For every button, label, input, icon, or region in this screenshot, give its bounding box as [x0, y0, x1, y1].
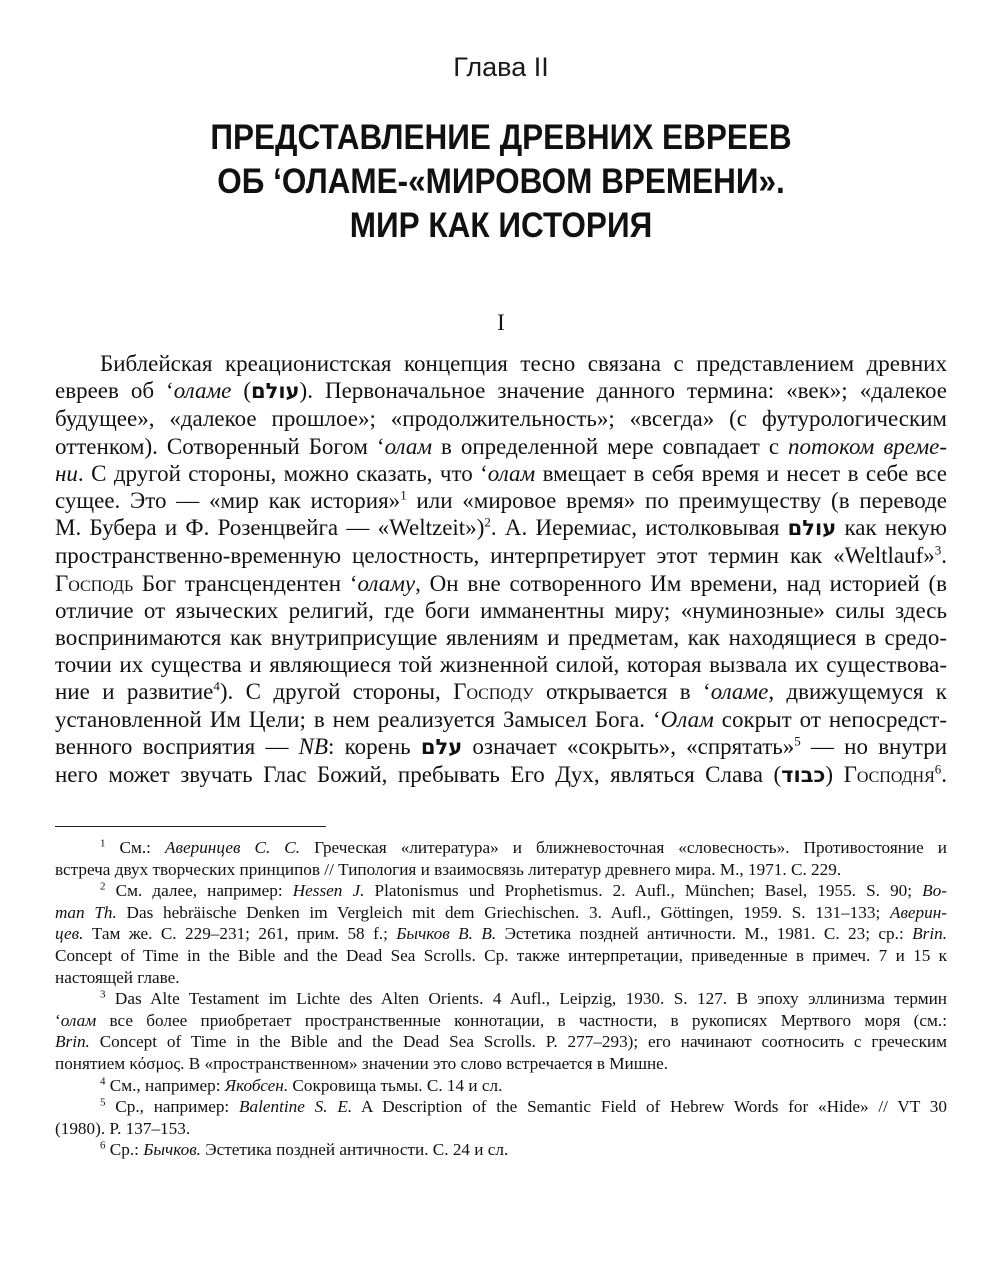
footnotes — [55, 837, 947, 1161]
paragraph-line: евреев об ‘оламе (עולם). Первоначальное значение данного термина: «век»; «далекое — [55, 378, 947, 404]
paragraph-line: Господь Бог трансцендентен ‘оламу, Он вне сотворенного Им времени, над историей (в — [55, 570, 947, 596]
footnote-6: $^6$ Ср.: Бычков. Эстетика поздней античности. С. 24 и сл. — [100, 1139, 509, 1160]
footnote-4: $^4$ См., например: Якобсен. Сокровища тьмы. С. 14 и сл. — [100, 1074, 503, 1095]
paragraph-line: пространственно-временную целостность, интерпретирует этот термин как «Weltlauf»$^3$. — [55, 542, 947, 569]
paragraph-line: М. Бубера и Ф. Розенцвейга — «Weltzeit»)$^2$. А. Иеремиас, истолковывая עולם как некую — [55, 514, 947, 541]
paragraph-line: сущее. Это — «мир как история»$^1$ или «мировое время» по преимуществу (в переводе — [55, 487, 947, 514]
paragraph-line: воспринимаются как внутриприсущие явлениям и предметам, как находящиеся в средо- — [55, 625, 947, 651]
paragraph-line: него может звучать Глас Божий, пребывать Его Дух, являться Слава (כבוד) Господня$^6$. — [55, 761, 947, 788]
paragraph-line: венного восприятия — NB: корень עלם означает «сокрыть», «спрятать»$^5$ — но внутри — [55, 733, 948, 759]
chapter-title — [100, 116, 903, 248]
footnote-ref[interactable]: 2 — [484, 514, 491, 530]
chapter-title-line-2: ОБ ‘ОЛАМЕ-«МИРОВОМ ВРЕМЕНИ». — [217, 162, 785, 201]
chapter-label: Глава II — [453, 52, 549, 82]
footnote-ref[interactable]: 5 — [794, 733, 801, 749]
paragraph-line: оттенком). Сотворенный Богом ‘олам в определенной мере совпадает с потоком време- — [55, 433, 947, 459]
main-paragraph — [55, 350, 947, 789]
hebrew-word: כבוד — [781, 763, 826, 788]
chapter-title-line-1: ПРЕДСТАВЛЕНИЕ ДРЕВНИХ ЕВРЕЕВ — [210, 118, 792, 157]
footnote-ref[interactable]: 1 — [400, 487, 407, 503]
footnote-separator — [55, 826, 326, 827]
footnote-line: Concept of Time in the Bible and the Dead Sea Scrolls. Ср. также интерпретации, приведенные в примеч. 7 и 15 к — [55, 945, 947, 965]
footnote-2: $^2$ См. далее, например: Hessen J. Platonismus und Prophetismus. 2. Aufl., München; Basel, 1955. S. 90; Bo- — [100, 880, 947, 901]
footnote-3: $^3$ Das Alte Testament im Lichte des Alten Orients. 4 Aufl., Leipzig, 1930. S. 127. В эпоху эллинизма термин — [100, 988, 947, 1009]
footnote-line: цев. Там же. С. 229–231; 261, прим. 58 f.; Бычков В. В. Эстетика поздней античности. М., 1981. С. 23; ср.: Brin. — [55, 924, 947, 944]
footnote-ref[interactable]: 4 — [213, 678, 220, 694]
footnote-line: настоящей главе. — [55, 967, 180, 987]
footnote-ref[interactable]: 6 — [934, 761, 942, 777]
section-number: I — [497, 310, 505, 335]
footnote-line: понятием κόσμος. В «пространственном» значении это слово встречается в Мишне. — [55, 1053, 669, 1073]
footnote-1: $^1$ См.: Аверинцев С. С. Греческая «литература» и ближневосточная «словесность». Противостояние и — [100, 837, 947, 857]
footnote-line: встреча двух творческих принципов // Типология и взаимосвязь литератур древнего мира. М., 1971. С. 229. — [55, 859, 842, 879]
footnote-line: ‘олам все более приобретает пространственные коннотации, в частности, в рукописях Мертвого моря (см.: — [55, 1010, 947, 1030]
hebrew-word: עלם — [420, 734, 463, 759]
paragraph-line: отличие от языческих религий, где боги имманентны миру; «нуминозные» силы здесь — [55, 597, 947, 623]
paragraph-line: установленной Им Цели; в нем реализуется Замысел Бога. ‘Олам сокрыт от непосредст- — [55, 706, 947, 732]
paragraph-line: Библейская креационистская концепция тесно связана с представлением древних — [100, 351, 947, 376]
footnote-5: $^5$ Ср., например: Balentine S. E. A Description of the Semantic Field of Hebrew Words for «Hide» // VT 30 — [100, 1096, 947, 1117]
paragraph-line: будущее», «далекое прошлое»; «продолжительность»; «всегда» (с футурологическим — [55, 406, 947, 432]
footnote-line: (1980). P. 137–153. — [55, 1118, 191, 1138]
paragraph-line: ние и развитие$^4$). С другой стороны, Господу открывается в ‘оламе, движущемуся к — [55, 678, 947, 705]
chapter-title-line-3: МИР КАК ИСТОРИЯ — [349, 206, 653, 245]
paragraph-line: ни. С другой стороны, можно сказать, что ‘олам вмещает в себя время и несет в себе все — [55, 460, 947, 486]
footnote-ref[interactable]: 3 — [934, 542, 942, 558]
footnote-line: man Th. Das hebräische Denken im Vergleich mit dem Griechischen. 3. Aufl., Göttingen, 1959. S. 131–133; Аверин- — [55, 902, 947, 922]
footnote-line: Brin. Concept of Time in the Bible and the Dead Sea Scrolls. P. 277–293); его начинают соотносить с греческим — [55, 1032, 947, 1052]
hebrew-word: עולם — [787, 516, 837, 541]
hebrew-word: עולם — [251, 379, 300, 404]
paragraph-line: точии их существа и являющиеся той жизненной силой, которая вызвала их существова- — [55, 652, 947, 678]
